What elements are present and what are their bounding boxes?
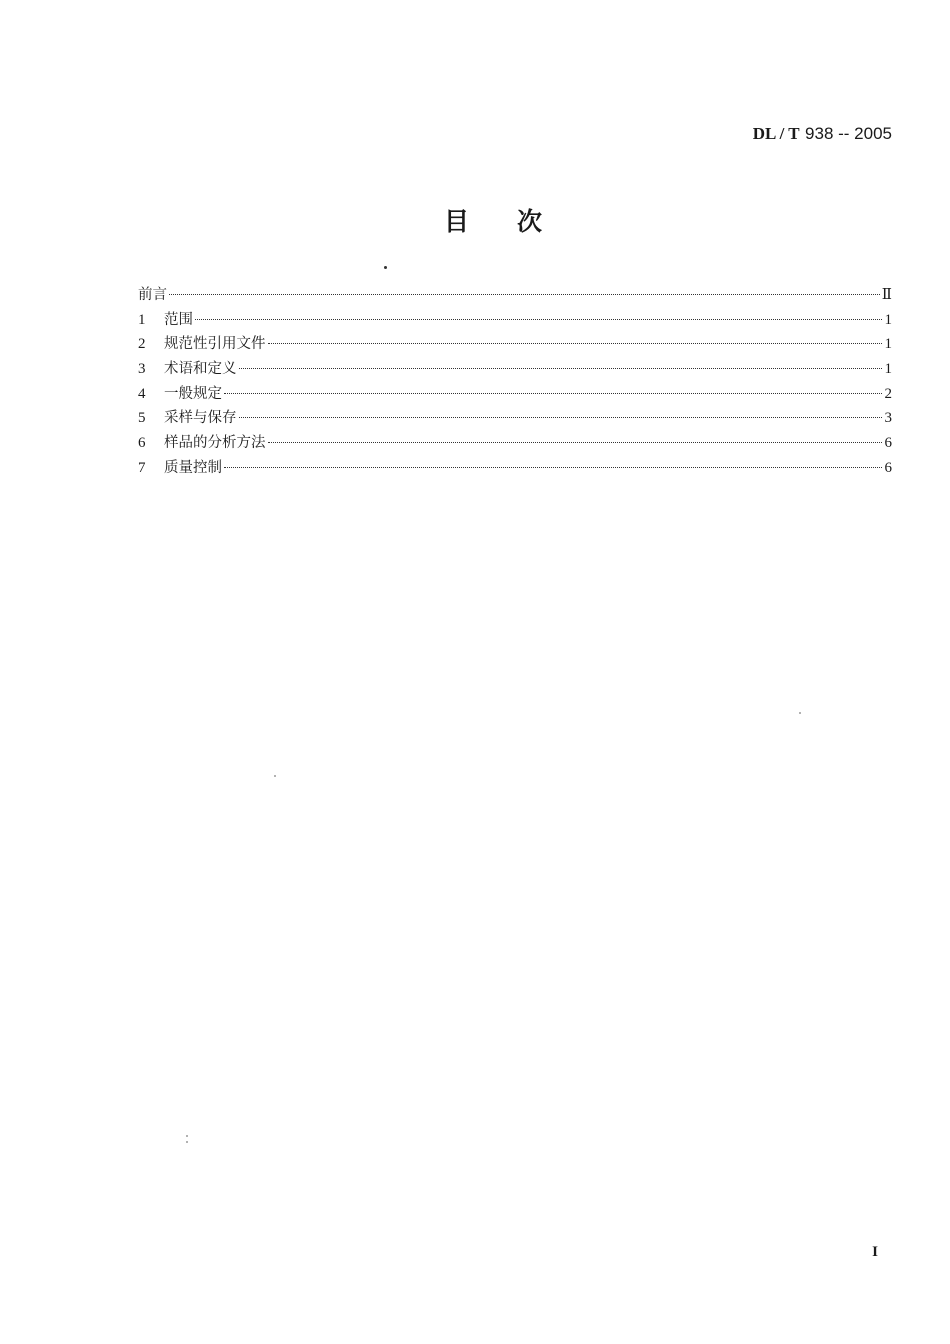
dot-leader xyxy=(195,319,882,320)
toc-entry-1[interactable] xyxy=(138,308,892,333)
toc-entry-number: 5 xyxy=(138,410,146,427)
dot-leader xyxy=(239,417,883,418)
toc-entry-number: 2 xyxy=(138,336,146,353)
toc-entry-label: 采样与保存 xyxy=(164,410,237,427)
dot-leader xyxy=(239,368,883,369)
dot-leader xyxy=(224,467,882,468)
standard-code xyxy=(753,124,892,144)
toc-entry-2[interactable] xyxy=(138,332,892,357)
toc-entry-label: 范围 xyxy=(164,311,193,328)
table-of-contents xyxy=(138,283,892,481)
toc-entry-label: 样品的分析方法 xyxy=(164,435,266,452)
toc-entry-page: 1 xyxy=(884,361,892,378)
toc-entry-page: Ⅱ xyxy=(881,287,892,303)
toc-entry-label: 一般规定 xyxy=(164,385,222,402)
toc-entry-page: 2 xyxy=(884,385,892,402)
dot-leader xyxy=(169,294,880,295)
toc-entry-number: 1 xyxy=(138,311,146,328)
toc-entry-4[interactable] xyxy=(138,382,892,407)
toc-entry-label: 术语和定义 xyxy=(164,361,237,378)
scan-speck xyxy=(799,712,801,714)
dot-leader xyxy=(268,343,883,344)
scan-speck xyxy=(186,1135,188,1137)
dot-leader xyxy=(224,393,882,394)
toc-entry-page: 1 xyxy=(884,311,892,328)
toc-entry-3[interactable] xyxy=(138,357,892,382)
toc-entry-page: 6 xyxy=(884,435,892,452)
toc-entry-6[interactable] xyxy=(138,431,892,456)
toc-entry-7[interactable] xyxy=(138,456,892,481)
toc-entry-label: 规范性引用文件 xyxy=(164,336,266,353)
toc-entry-preface[interactable] xyxy=(138,283,892,308)
toc-entry-page: 6 xyxy=(884,459,892,476)
page-number: I xyxy=(872,1244,878,1260)
toc-entry-number: 3 xyxy=(138,361,146,378)
toc-entry-number: 7 xyxy=(138,459,146,476)
standard-number: 938 -- 2005 xyxy=(805,124,892,143)
standard-prefix: DL / T xyxy=(752,124,800,143)
scan-speck xyxy=(384,266,387,269)
toc-entry-label: 前言 xyxy=(138,287,167,303)
toc-entry-label: 质量控制 xyxy=(164,459,222,476)
scan-speck xyxy=(186,1141,188,1143)
toc-entry-number: 4 xyxy=(138,385,146,402)
toc-entry-page: 1 xyxy=(884,336,892,353)
toc-entry-number: 6 xyxy=(138,435,146,452)
dot-leader xyxy=(268,442,883,443)
toc-title: 目次 xyxy=(443,207,590,236)
toc-entry-page: 3 xyxy=(884,410,892,427)
scan-speck xyxy=(274,775,276,777)
toc-entry-5[interactable] xyxy=(138,406,892,431)
